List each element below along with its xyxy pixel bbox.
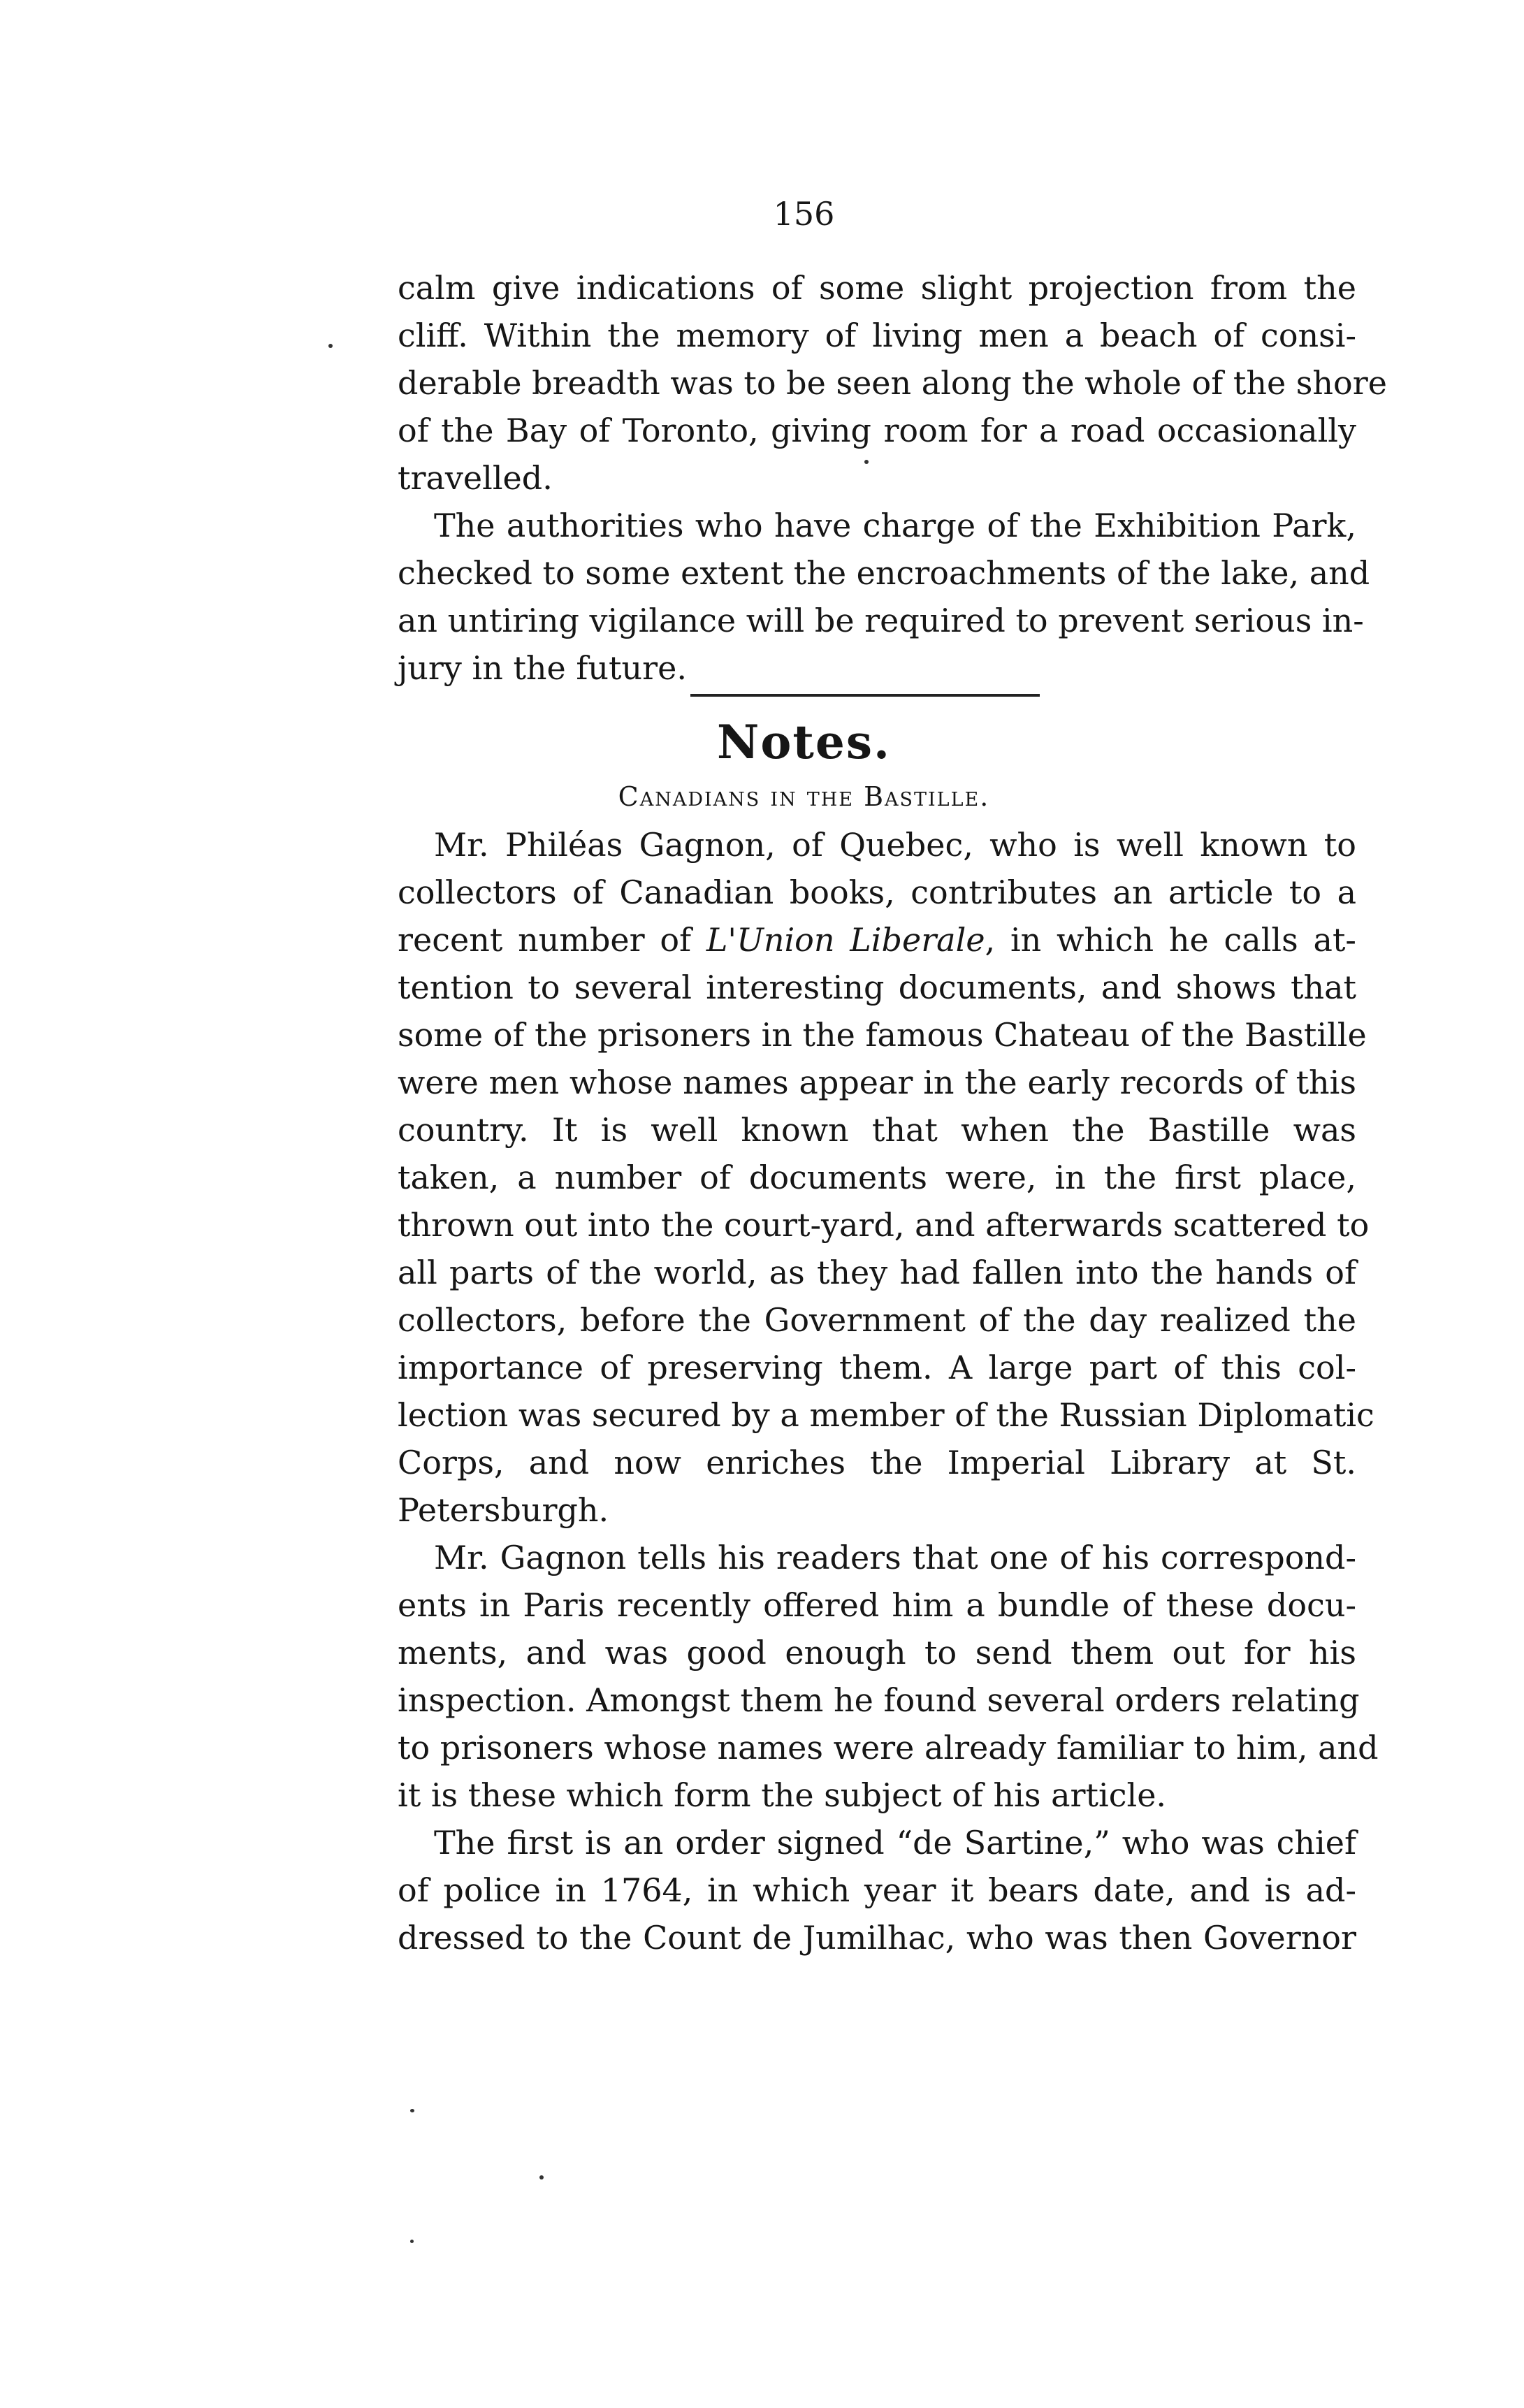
- text-line: inspection. Amongst them he found several orders relating: [398, 1681, 1360, 1719]
- speck: [864, 460, 869, 464]
- text-line: The authorities who have charge of the Exhibition Park,: [434, 507, 1356, 544]
- text-fragment: , in which he calls at-: [985, 921, 1356, 959]
- journal-title: L'Union Liberale: [706, 921, 985, 959]
- text-line: importance of preserving them. A large part of this col-: [398, 1349, 1356, 1386]
- section-divider: [690, 694, 1040, 697]
- text-line: of the Bay of Toronto, giving room for a road occasionally: [398, 412, 1356, 449]
- text-line: collectors, before the Government of the day realized the: [398, 1301, 1356, 1339]
- text-line: checked to some extent the encroachments of the lake, and: [398, 554, 1370, 592]
- text-line: it is these which form the subject of his article.: [398, 1776, 1167, 1814]
- text-block-para5: [398, 1819, 1356, 1961]
- page-number: 156: [773, 195, 835, 233]
- text-line: [398, 916, 1356, 964]
- speck: [539, 2175, 544, 2179]
- text-line: The first is an order signed “de Sartine,” who was chief: [434, 1824, 1356, 1862]
- speck: [410, 2109, 414, 2112]
- text-line: derable breadth was to be seen along the whole of the shore: [398, 364, 1387, 402]
- text-line: ents in Paris recently offered him a bundle of these docu-: [398, 1586, 1356, 1624]
- text-line: dressed to the Count de Jumilhac, who was then Governor: [398, 1919, 1356, 1957]
- text-line: all parts of the world, as they had fallen into the hands of: [398, 1254, 1356, 1291]
- text-line: jury in the future.: [398, 649, 687, 687]
- text-line: thrown out into the court-yard, and afterwards scattered to: [398, 1206, 1370, 1244]
- text-block-para4: [398, 1534, 1379, 1819]
- text-line: Mr. Philéas Gagnon, of Quebec, who is well known to: [434, 826, 1356, 864]
- text-line: cliff. Within the memory of living men a beach of consi-: [398, 317, 1356, 354]
- text-block-notes: [398, 821, 1374, 1534]
- text-line: taken, a number of documents were, in the first place,: [398, 1159, 1356, 1196]
- text-line: were men whose names appear in the early records of this: [398, 1064, 1356, 1101]
- speck: [328, 344, 333, 348]
- text-fragment: recent number of: [398, 921, 706, 959]
- notes-heading: Notes.: [717, 715, 891, 769]
- text-line: an untiring vigilance will be required to prevent serious in-: [398, 602, 1364, 639]
- text-line: tention to several interesting documents, and shows that: [398, 969, 1356, 1006]
- text-line: lection was secured by a member of the Russian Diplomatic: [398, 1396, 1374, 1434]
- text-line: Mr. Gagnon tells his readers that one of his correspond-: [434, 1539, 1356, 1576]
- text-line: some of the prisoners in the famous Chateau of the Bastille: [398, 1016, 1367, 1054]
- text-line: Petersburgh.: [398, 1491, 609, 1529]
- text-line: ments, and was good enough to send them out for his: [398, 1634, 1356, 1671]
- text-line: of police in 1764, in which year it bears date, and is ad-: [398, 1871, 1356, 1909]
- text-line: calm give indications of some slight projection from the: [398, 269, 1356, 307]
- section-title: Canadians in the Bastille.: [618, 781, 990, 812]
- text-line: Corps, and now enriches the Imperial Library at St.: [398, 1444, 1356, 1481]
- text-line: to prisoners whose names were already familiar to him, and: [398, 1729, 1379, 1767]
- text-line: travelled.: [398, 459, 553, 497]
- text-line: country. It is well known that when the Bastille was: [398, 1111, 1356, 1149]
- text-line: collectors of Canadian books, contributes an article to a: [398, 873, 1356, 911]
- text-block-top: [398, 264, 1387, 692]
- speck: [410, 2240, 414, 2243]
